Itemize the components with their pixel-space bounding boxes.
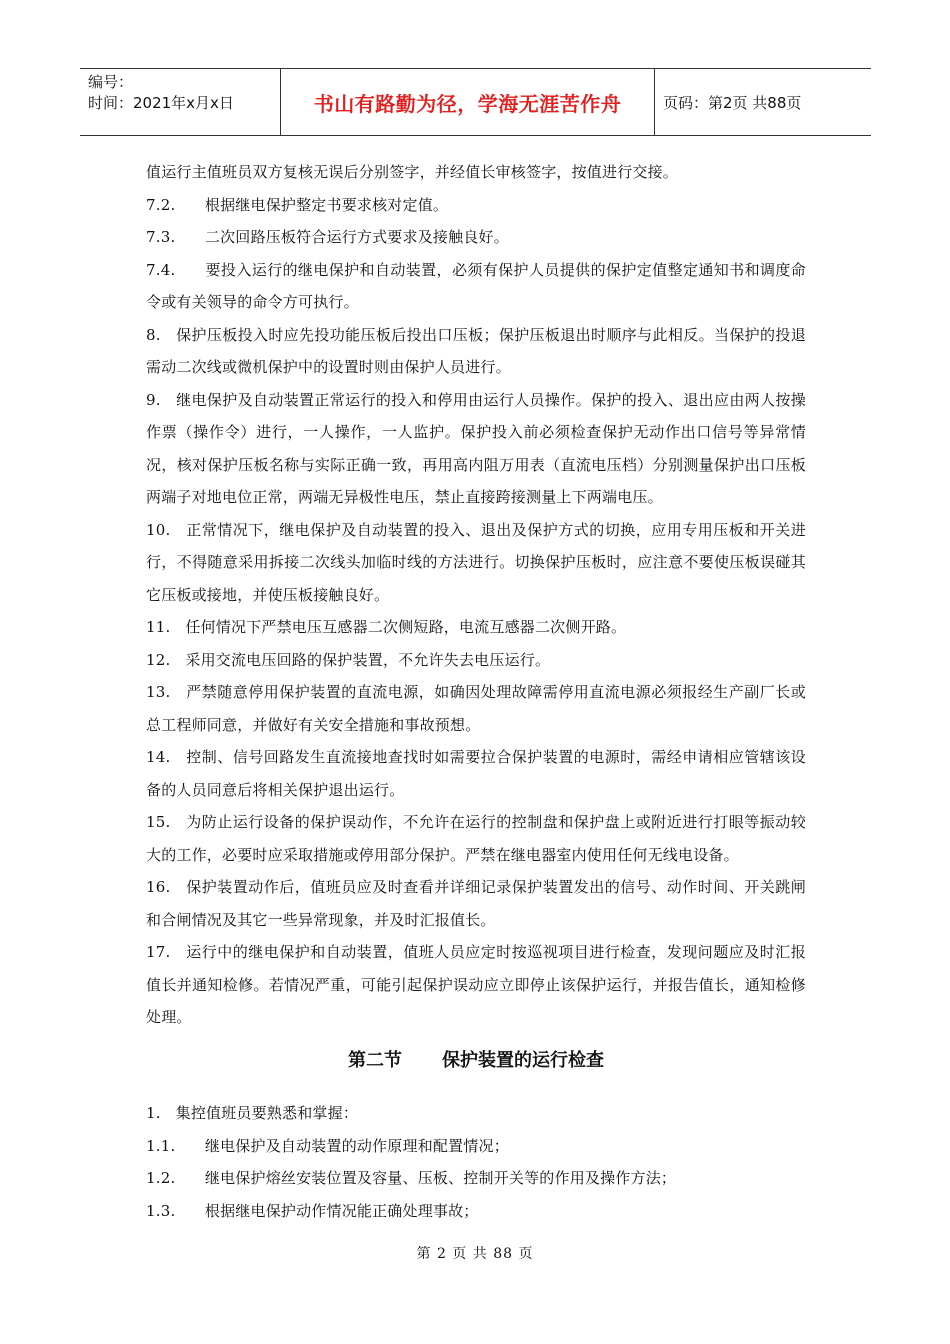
paragraph-text: 运行中的继电保护和自动装置，值班人员应定时按巡视项目进行检查，发现问题应及时汇报值长并通知检修。若情况严重，可能引起保护误动应立即停止该保护运行，并报告值长，通知检修处理。 — [146, 943, 806, 1026]
paragraph — [146, 1162, 806, 1195]
paragraph-number: 7.3. — [146, 228, 176, 246]
header-meta — [80, 69, 281, 135]
paragraph — [146, 1195, 806, 1228]
paragraph-text: 集控值班员要熟悉和掌握： — [175, 1104, 359, 1122]
paragraph — [146, 319, 806, 384]
paragraph-number: 1.2. — [146, 1169, 176, 1187]
section-body — [146, 1097, 806, 1227]
paragraph-number: 12. — [146, 650, 171, 669]
paragraph-number: 1.3. — [146, 1201, 176, 1220]
paragraph — [146, 156, 806, 189]
paragraph-text: 根据继电保护动作情况能正确处理事故； — [204, 1201, 479, 1220]
page-footer: 第 2 页 共 88 页 — [416, 1246, 534, 1262]
paragraph-number: 9. — [146, 390, 161, 409]
paragraph-text: 严禁随意停用保护装置的直流电源，如确因处理故障需停用直流电源必须报经生产副厂长或总工程师同意，并做好有关安全措施和事故预想。 — [146, 683, 806, 734]
paragraph — [146, 936, 806, 1034]
paragraph-text: 为防止运行设备的保护误动作，不允许在运行的控制盘和保护盘上或附近进行打眼等振动较大的工作，必要时应采取措施或停用部分保护。严禁在继电器室内使用任何无线电设备。 — [146, 813, 806, 864]
paragraph-text: 控制、信号回路发生直流接地查找时如需要拉合保护装置的电源时，需经申请相应管辖该设备的人员同意后将相关保护退出运行。 — [146, 748, 806, 799]
document-header — [80, 68, 871, 136]
code-label: 编号： — [88, 73, 134, 91]
paragraph-text: 要投入运行的继电保护和自动装置，必须有保护人员提供的保护定值整定通知书和调度命令或有关领导的命令方可执行。 — [146, 260, 806, 311]
paragraph — [146, 644, 806, 677]
paragraph — [146, 189, 806, 222]
paragraph-text: 继电保护熔丝安装位置及容量、压板、控制开关等的作用及操作方法； — [204, 1169, 677, 1187]
section-heading — [146, 1046, 806, 1072]
header-motto: 书山有路勤为径，学海无涯苦作舟 — [281, 69, 655, 135]
section-number: 第二节 — [348, 1050, 402, 1071]
paragraph-number: 13. — [146, 683, 171, 701]
section-title: 保护装置的运行检查 — [442, 1050, 604, 1071]
paragraph — [146, 741, 806, 806]
header-page-info: 页码：第2页 共88页 — [663, 93, 802, 112]
paragraph-number: 1.1. — [146, 1136, 176, 1155]
paragraph — [146, 384, 806, 514]
paragraph-number: 10. — [146, 520, 171, 539]
paragraph-text: 根据继电保护整定书要求核对定值。 — [204, 195, 449, 214]
paragraph-text: 保护装置动作后，值班员应及时查看并详细记录保护装置发出的信号、动作时间、开关跳闸和合闸情况及其它一些异常现象，并及时汇报值长。 — [146, 878, 806, 929]
paragraph — [146, 611, 806, 644]
paragraph-number: 7.2. — [146, 195, 176, 214]
paragraph-text: 任何情况下严禁电压互感器二次侧短路，电流互感器二次侧开路。 — [185, 618, 627, 636]
paragraph-text: 保护压板投入时应先投功能压板后投出口压板；保护压板退出时顺序与此相反。当保护的投退需动二次线或微机保护中的设置时则由保护人员进行。 — [146, 325, 806, 376]
paragraph-number: 15. — [146, 813, 171, 831]
paragraph-text: 继电保护及自动装置的动作原理和配置情况； — [204, 1136, 509, 1155]
paragraph-text: 继电保护及自动装置正常运行的投入和停用由运行人员操作。保护的投入、退出应由两人按操作票（操作令）进行，一人操作，一人监护。保护投入前必须检查保护无动作出口信号等异常情况，核对保护压板名称与实际正确一致，再用高内阻万用表（直流电压档）分别测量保护出口压板两端子对地电位正常，两端无异极性电压，禁止直接跨接测量上下两端电压。 — [146, 390, 806, 506]
paragraph-text: 二次回路压板符合运行方式要求及接触良好。 — [204, 228, 509, 246]
paragraph — [146, 806, 806, 871]
paragraph — [146, 221, 806, 254]
paragraph — [146, 254, 806, 319]
paragraph-text: 采用交流电压回路的保护装置，不允许失去电压运行。 — [185, 650, 551, 669]
paragraph-text: 值运行主值班员双方复核无误后分别签字，并经值长审核签字，按值进行交接。 — [146, 163, 679, 181]
paragraph-number: 16. — [146, 878, 171, 896]
paragraph — [146, 871, 806, 936]
paragraph-number: 11. — [146, 618, 171, 636]
paragraph-number: 1. — [146, 1104, 161, 1122]
paragraph-number: 14. — [146, 748, 171, 766]
paragraph — [146, 514, 806, 612]
paragraph-number: 7.4. — [146, 260, 176, 279]
paragraph-number: 8. — [146, 325, 161, 344]
body-text — [146, 156, 806, 1034]
paragraph-text: 正常情况下，继电保护及自动装置的投入、退出及保护方式的切换，应用专用压板和开关进行，不得随意采用拆接二次线头加临时线的方法进行。切换保护压板时，应注意不要使压板误碰其它压板或接地，并使压板接触良好。 — [146, 520, 806, 604]
paragraph-number: 17. — [146, 943, 171, 961]
paragraph — [146, 676, 806, 741]
paragraph — [146, 1097, 806, 1130]
paragraph — [146, 1130, 806, 1163]
time-label: 时间：2021年x月x日 — [88, 94, 234, 112]
